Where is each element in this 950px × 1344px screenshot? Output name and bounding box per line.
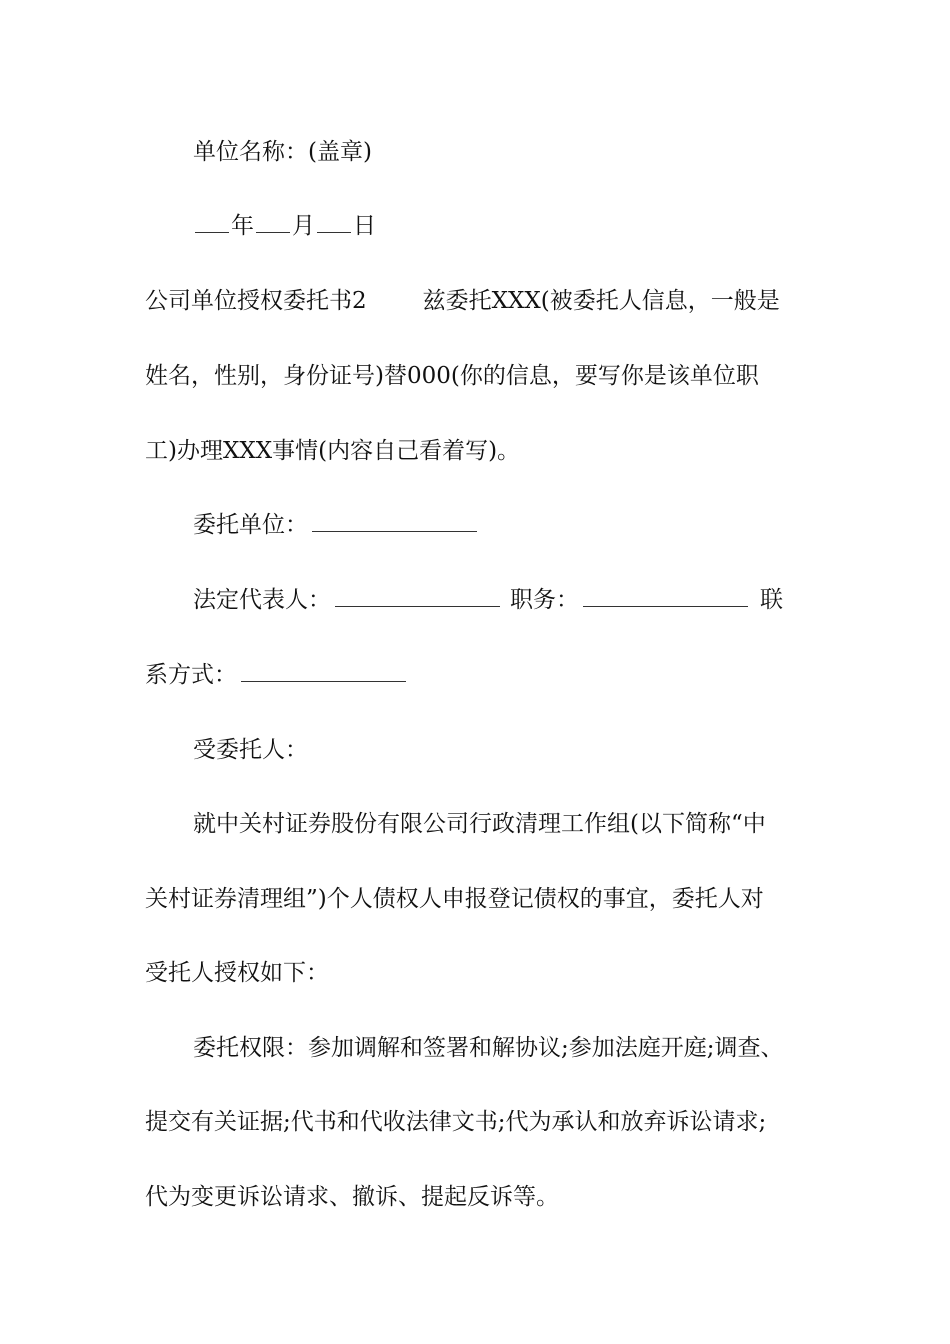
year-label: 年 <box>231 213 254 239</box>
unit-name-label: 单位名称：(盖章) <box>193 139 372 165</box>
para2-line3: 受托人授权如下： <box>145 960 329 986</box>
para2-line2: 关村证券清理组”)个人债权人申报登记债权的事宜，委托人对 <box>145 886 764 912</box>
month-blank <box>256 231 290 233</box>
para1-line2: 姓名，性别，身份证号)替000(你的信息，要写你是该单位职 <box>145 363 759 389</box>
entrust-unit-label: 委托单位： <box>193 512 308 538</box>
contact-label-start: 联 <box>760 587 783 613</box>
date-line <box>193 211 376 241</box>
legal-rep-label: 法定代表人： <box>193 587 331 613</box>
para1-line3: 工)办理XXX事情(内容自己看着写)。 <box>145 438 521 464</box>
month-label: 月 <box>292 213 315 239</box>
title-line <box>145 286 780 316</box>
para1-line1: 兹委托XXX(被委托人信息，一般是 <box>422 288 780 314</box>
contact-label-end: 系方式： <box>145 662 237 688</box>
legal-rep-line <box>193 585 783 615</box>
trustee-label: 受委托人： <box>193 737 308 763</box>
entrust-unit-line <box>193 510 481 540</box>
para3-line2: 提交有关证据;代书和代收法律文书;代为承认和放弃诉讼请求; <box>145 1109 767 1135</box>
year-blank <box>195 231 229 233</box>
day-label: 日 <box>353 213 376 239</box>
para2-line1: 就中关村证券股份有限公司行政清理工作组(以下简称“中 <box>193 811 766 837</box>
entrust-unit-blank <box>312 530 477 532</box>
contact-line <box>145 660 410 690</box>
para3-line3: 代为变更诉讼请求、撤诉、提起反诉等。 <box>145 1184 559 1210</box>
day-blank <box>317 231 351 233</box>
contact-blank <box>241 680 406 682</box>
position-label: 职务： <box>510 587 579 613</box>
document-title: 公司单位授权委托书2 <box>145 288 367 314</box>
para3-line1: 委托权限：参加调解和签署和解协议;参加法庭开庭;调查、 <box>193 1035 784 1061</box>
position-blank <box>583 605 748 607</box>
legal-rep-blank <box>335 605 500 607</box>
